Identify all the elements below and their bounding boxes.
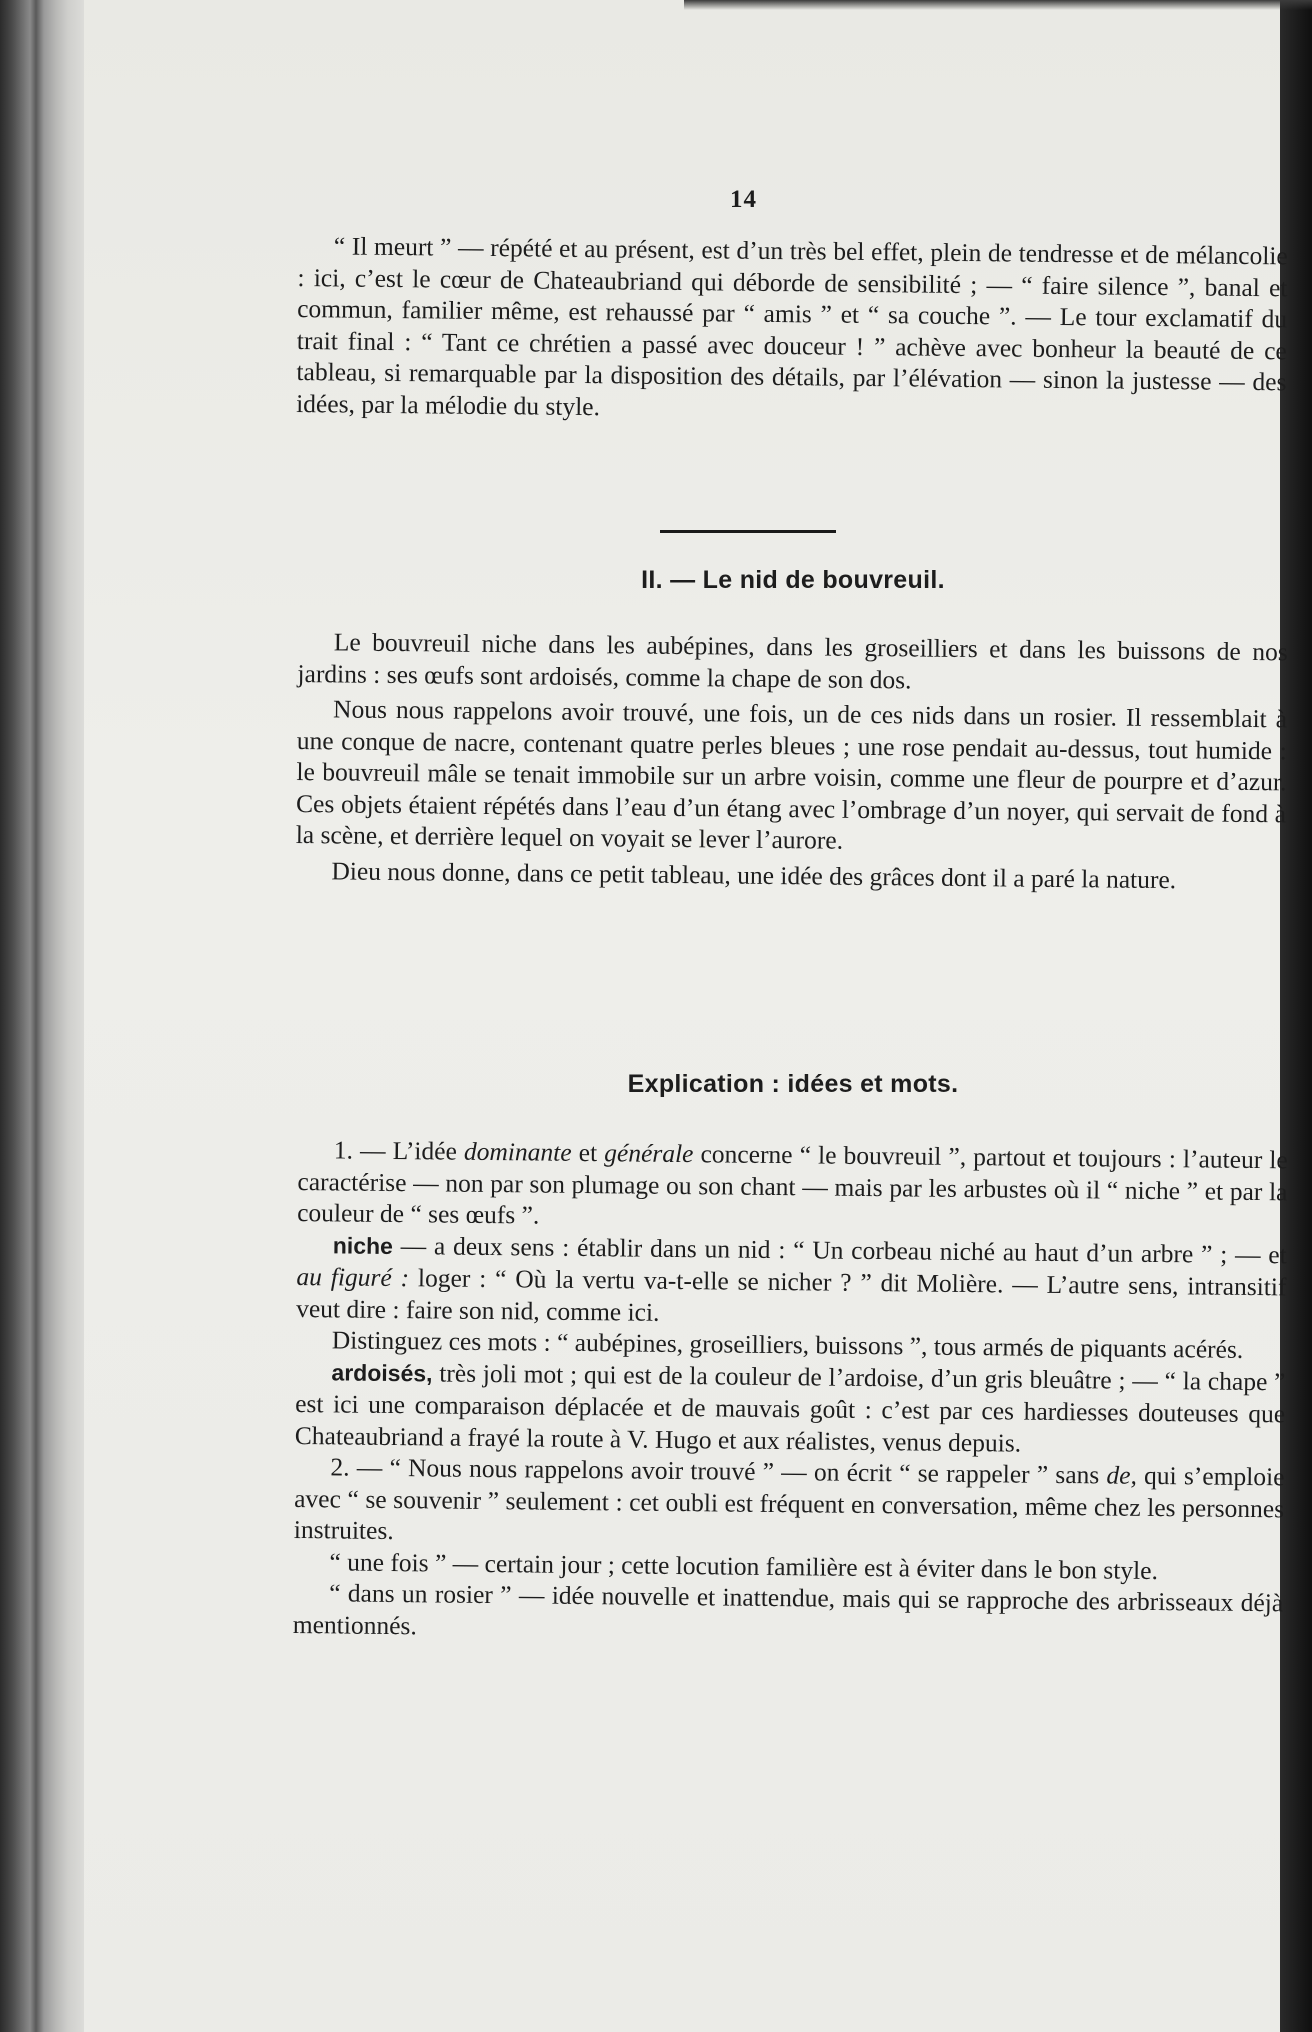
explication-p2-de: de, xyxy=(1106,1460,1138,1490)
explication-p2-start: 2. — “ Nous nous rappelons avoir trouvé ” — on écrit “ se rappeler ” sans xyxy=(330,1452,1107,1490)
explication-niche xyxy=(296,1228,1287,1334)
explication-p1-rest: concerne “ le bouvreuil ”, partout et toujours : l’auteur le caractérise — non par son plumage ou son chant — mais par les arbustes où il “ niche ” et par la couleur de “ ses œufs ”. xyxy=(297,1139,1288,1230)
section-title: II. — Le nid de bouvreuil. xyxy=(641,566,945,594)
term-niche: niche xyxy=(332,1231,394,1259)
explication-une-fois: “ une fois ” — certain jour ; cette locution familière est à éviter dans le bon style. xyxy=(329,1546,1159,1585)
text-paragraph-1: Le bouvreuil niche dans les aubépines, dans les groseilliers et dans les buissons de nos jardins : ses œufs sont ardoisés, comme la chape de son dos. xyxy=(297,627,1288,694)
top-shadow xyxy=(684,0,1312,10)
explication-point-1 xyxy=(297,1134,1288,1239)
explication-dans-rosier: “ dans un rosier ” — idée nouvelle et inattendue, mais qui se rapproche des arbrisseaux déjà mentionnés. xyxy=(292,1578,1284,1640)
page-number: 14 xyxy=(730,186,757,213)
text-paragraph-3: Dieu nous donne, dans ce petit tableau, une idée des grâces dont il a paré la nature. xyxy=(331,855,1177,894)
explication-distinguez: Distinguez ces mots : “ aubépines, groseilliers, buissons ”, tous armés de piquants acérés. xyxy=(331,1325,1244,1364)
explication-ardoises xyxy=(295,1355,1286,1461)
niche-figure: au figuré : xyxy=(296,1261,410,1293)
explication-p2-rest: qui s’emploie avec “ se souvenir ” seulement : cet oubli est fréquent en conversation, même chez les personnes instruites. xyxy=(293,1460,1285,1546)
book-binding-edge xyxy=(0,0,84,2032)
text-paragraph-2: Nous nous rappelons avoir trouvé, une fois, un de ces nids dans un rosier. Il ressemblait à une conque de nacre, contenant quatre perles bleues ; une rose pendait au-dessus, tout humide : le bouvreuil mâle se tenait immobile sur un arbre voisin, comme une fleur de pourpre et d’azur. Ces objets étaient répétés dans l’eau d’un étang avec l’ombrage d’un noyer, qui servait de fond à la scène, et derrière lequel on voyait se lever l’aurore. xyxy=(295,694,1288,855)
term-ardoises: ardoisés, xyxy=(331,1358,433,1386)
niche-text-a: — a deux sens : établir dans un nid : “ Un corbeau niché au haut d’un arbre ” ; — et xyxy=(392,1230,1287,1269)
main-text-block xyxy=(295,626,1288,896)
explication-p1-dominante: dominante xyxy=(463,1136,572,1167)
explication-p1-start: 1. — L’idée xyxy=(333,1135,465,1166)
niche-text-b: loger : “ Où la vertu va-t-elle se nicher ? ” dit Molière. — L’autre sens, intransitif veut dire : faire son nid, comme ici. xyxy=(296,1263,1287,1327)
intro-paragraph-block xyxy=(296,230,1288,429)
intro-paragraph: “ Il meurt ” — répété et au présent, est d’un très bel effet, plein de tendresse et de mélancolie : ici, c’est le cœur de Chateaubriand qui déborde de sensibilité ; — “ faire silence ”, banal et commun, familier même, est rehaussé par “ amis ” et “ sa couche ”. — Le tour exclamatif du trait final : “ Tant ce chrétien a passé avec douceur ! ” achève avec bonheur la beauté de ce tableau, si remarquable par la disposition des détails, par l’élévation — sinon la justesse — des idées, par la mélodie du style. xyxy=(296,231,1288,421)
explication-p1-et: et xyxy=(571,1137,605,1168)
explication-point-2 xyxy=(294,1451,1285,1556)
ardoises-text: très joli mot ; qui est de la couleur de l’ardoise, d’un gris bleuâtre ; — “ la chape ” est ici une comparaison déplacée et de mauvais goût : c’est par ces hardiesses douteuses que Chateaubriand a frayé la route à V. Hugo et aux réalistes, venus depuis. xyxy=(294,1357,1286,1458)
section-divider xyxy=(660,530,836,533)
explication-title: Explication : idées et mots. xyxy=(627,1070,959,1098)
explication-p1-generale: générale xyxy=(604,1138,694,1169)
explication-block xyxy=(293,1134,1288,1650)
page-sheet xyxy=(84,0,1288,2032)
